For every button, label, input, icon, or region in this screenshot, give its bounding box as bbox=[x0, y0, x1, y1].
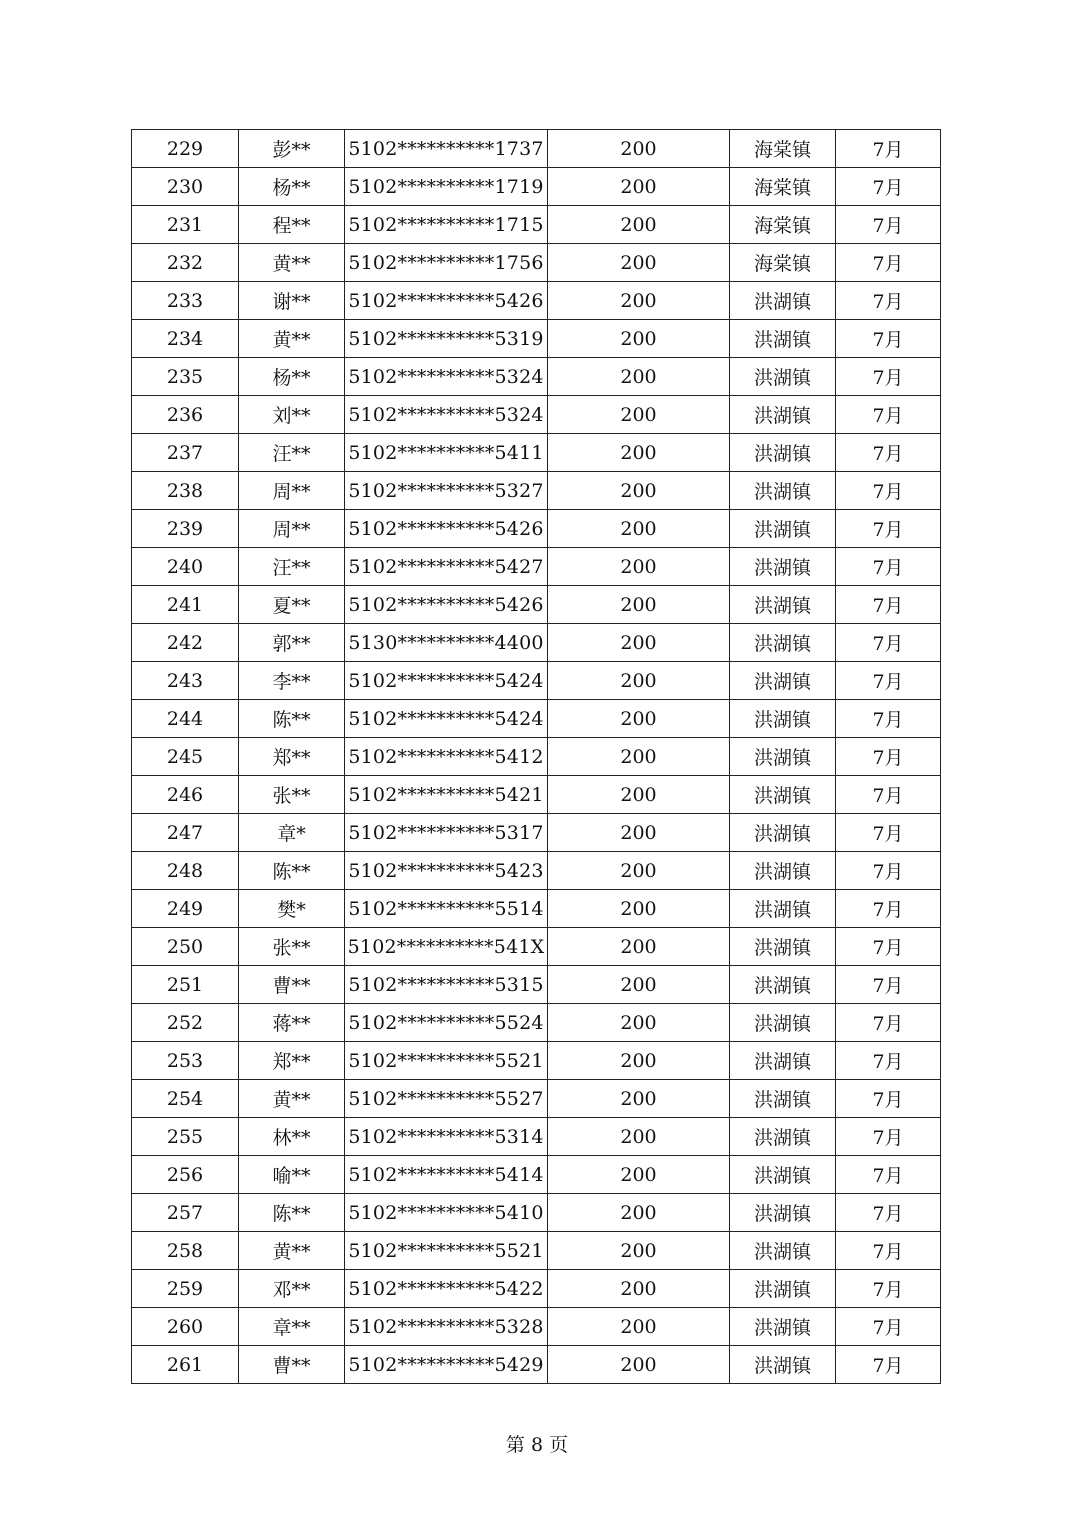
cell-name: 蒋** bbox=[239, 1004, 345, 1042]
cell-amount: 200 bbox=[548, 1346, 730, 1384]
cell-amount: 200 bbox=[548, 928, 730, 966]
cell-amount: 200 bbox=[548, 320, 730, 358]
cell-amount: 200 bbox=[548, 130, 730, 168]
cell-amount: 200 bbox=[548, 586, 730, 624]
cell-serial-number: 251 bbox=[132, 966, 239, 1004]
cell-amount: 200 bbox=[548, 776, 730, 814]
cell-id-number: 5102**********5324 bbox=[345, 358, 548, 396]
cell-name: 樊* bbox=[239, 890, 345, 928]
cell-name: 章* bbox=[239, 814, 345, 852]
table-row bbox=[132, 510, 941, 548]
table-row bbox=[132, 1156, 941, 1194]
cell-serial-number: 243 bbox=[132, 662, 239, 700]
cell-id-number: 5102**********5429 bbox=[345, 1346, 548, 1384]
cell-serial-number: 257 bbox=[132, 1194, 239, 1232]
cell-month: 7月 bbox=[836, 168, 941, 206]
cell-month: 7月 bbox=[836, 1270, 941, 1308]
table-row bbox=[132, 472, 941, 510]
cell-serial-number: 246 bbox=[132, 776, 239, 814]
cell-town: 海棠镇 bbox=[730, 168, 836, 206]
cell-town: 洪湖镇 bbox=[730, 1004, 836, 1042]
cell-amount: 200 bbox=[548, 1308, 730, 1346]
subsidy-table bbox=[131, 129, 941, 1384]
cell-amount: 200 bbox=[548, 1270, 730, 1308]
table-row bbox=[132, 1004, 941, 1042]
cell-town: 洪湖镇 bbox=[730, 966, 836, 1004]
cell-name: 汪** bbox=[239, 434, 345, 472]
table-row bbox=[132, 890, 941, 928]
cell-month: 7月 bbox=[836, 130, 941, 168]
cell-serial-number: 247 bbox=[132, 814, 239, 852]
cell-name: 彭** bbox=[239, 130, 345, 168]
table-row bbox=[132, 586, 941, 624]
cell-town: 洪湖镇 bbox=[730, 1156, 836, 1194]
cell-amount: 200 bbox=[548, 1232, 730, 1270]
cell-amount: 200 bbox=[548, 434, 730, 472]
cell-town: 洪湖镇 bbox=[730, 852, 836, 890]
cell-name: 陈** bbox=[239, 1194, 345, 1232]
cell-month: 7月 bbox=[836, 1118, 941, 1156]
cell-serial-number: 239 bbox=[132, 510, 239, 548]
cell-serial-number: 261 bbox=[132, 1346, 239, 1384]
cell-amount: 200 bbox=[548, 1080, 730, 1118]
cell-name: 程** bbox=[239, 206, 345, 244]
cell-name: 黄** bbox=[239, 1232, 345, 1270]
cell-amount: 200 bbox=[548, 700, 730, 738]
cell-month: 7月 bbox=[836, 700, 941, 738]
cell-town: 洪湖镇 bbox=[730, 662, 836, 700]
cell-town: 洪湖镇 bbox=[730, 586, 836, 624]
cell-id-number: 5130**********4400 bbox=[345, 624, 548, 662]
cell-amount: 200 bbox=[548, 168, 730, 206]
cell-town: 洪湖镇 bbox=[730, 548, 836, 586]
cell-id-number: 5102**********5427 bbox=[345, 548, 548, 586]
cell-month: 7月 bbox=[836, 928, 941, 966]
cell-id-number: 5102**********5317 bbox=[345, 814, 548, 852]
cell-serial-number: 241 bbox=[132, 586, 239, 624]
cell-serial-number: 256 bbox=[132, 1156, 239, 1194]
cell-town: 洪湖镇 bbox=[730, 814, 836, 852]
cell-month: 7月 bbox=[836, 662, 941, 700]
table-row bbox=[132, 206, 941, 244]
cell-name: 曹** bbox=[239, 1346, 345, 1384]
cell-amount: 200 bbox=[548, 1156, 730, 1194]
cell-month: 7月 bbox=[836, 738, 941, 776]
cell-serial-number: 236 bbox=[132, 396, 239, 434]
cell-id-number: 5102**********1737 bbox=[345, 130, 548, 168]
cell-serial-number: 259 bbox=[132, 1270, 239, 1308]
cell-name: 谢** bbox=[239, 282, 345, 320]
cell-id-number: 5102**********5521 bbox=[345, 1042, 548, 1080]
cell-id-number: 5102**********5426 bbox=[345, 510, 548, 548]
cell-name: 汪** bbox=[239, 548, 345, 586]
cell-id-number: 5102**********5424 bbox=[345, 662, 548, 700]
cell-town: 洪湖镇 bbox=[730, 320, 836, 358]
cell-serial-number: 244 bbox=[132, 700, 239, 738]
cell-month: 7月 bbox=[836, 1080, 941, 1118]
cell-name: 郑** bbox=[239, 738, 345, 776]
cell-amount: 200 bbox=[548, 662, 730, 700]
cell-id-number: 5102**********5426 bbox=[345, 282, 548, 320]
cell-town: 洪湖镇 bbox=[730, 776, 836, 814]
cell-id-number: 5102**********5314 bbox=[345, 1118, 548, 1156]
table-row bbox=[132, 852, 941, 890]
cell-town: 洪湖镇 bbox=[730, 1270, 836, 1308]
cell-name: 张** bbox=[239, 928, 345, 966]
cell-name: 陈** bbox=[239, 852, 345, 890]
cell-amount: 200 bbox=[548, 1004, 730, 1042]
cell-month: 7月 bbox=[836, 358, 941, 396]
cell-month: 7月 bbox=[836, 244, 941, 282]
cell-id-number: 5102**********5328 bbox=[345, 1308, 548, 1346]
cell-name: 杨** bbox=[239, 358, 345, 396]
cell-month: 7月 bbox=[836, 852, 941, 890]
cell-id-number: 5102**********5424 bbox=[345, 700, 548, 738]
cell-id-number: 5102**********5524 bbox=[345, 1004, 548, 1042]
cell-id-number: 5102**********5527 bbox=[345, 1080, 548, 1118]
table-row bbox=[132, 814, 941, 852]
cell-town: 海棠镇 bbox=[730, 206, 836, 244]
cell-name: 黄** bbox=[239, 244, 345, 282]
cell-serial-number: 260 bbox=[132, 1308, 239, 1346]
cell-id-number: 5102**********5319 bbox=[345, 320, 548, 358]
cell-month: 7月 bbox=[836, 1308, 941, 1346]
cell-name: 林** bbox=[239, 1118, 345, 1156]
cell-name: 邓** bbox=[239, 1270, 345, 1308]
cell-month: 7月 bbox=[836, 548, 941, 586]
cell-month: 7月 bbox=[836, 966, 941, 1004]
cell-town: 洪湖镇 bbox=[730, 1080, 836, 1118]
cell-amount: 200 bbox=[548, 1118, 730, 1156]
cell-amount: 200 bbox=[548, 1042, 730, 1080]
cell-id-number: 5102**********5426 bbox=[345, 586, 548, 624]
cell-name: 黄** bbox=[239, 1080, 345, 1118]
cell-serial-number: 249 bbox=[132, 890, 239, 928]
cell-serial-number: 235 bbox=[132, 358, 239, 396]
cell-amount: 200 bbox=[548, 510, 730, 548]
cell-name: 章** bbox=[239, 1308, 345, 1346]
cell-id-number: 5102**********5423 bbox=[345, 852, 548, 890]
cell-name: 周** bbox=[239, 510, 345, 548]
cell-serial-number: 253 bbox=[132, 1042, 239, 1080]
cell-amount: 200 bbox=[548, 396, 730, 434]
cell-name: 张** bbox=[239, 776, 345, 814]
table-row bbox=[132, 358, 941, 396]
cell-name: 杨** bbox=[239, 168, 345, 206]
cell-serial-number: 248 bbox=[132, 852, 239, 890]
table-row bbox=[132, 738, 941, 776]
cell-town: 洪湖镇 bbox=[730, 1308, 836, 1346]
cell-amount: 200 bbox=[548, 472, 730, 510]
table-row bbox=[132, 244, 941, 282]
cell-id-number: 5102**********5324 bbox=[345, 396, 548, 434]
cell-month: 7月 bbox=[836, 624, 941, 662]
table-row bbox=[132, 130, 941, 168]
cell-name: 夏** bbox=[239, 586, 345, 624]
cell-town: 洪湖镇 bbox=[730, 1042, 836, 1080]
cell-name: 黄** bbox=[239, 320, 345, 358]
cell-amount: 200 bbox=[548, 852, 730, 890]
cell-month: 7月 bbox=[836, 396, 941, 434]
cell-name: 郭** bbox=[239, 624, 345, 662]
cell-id-number: 5102**********5414 bbox=[345, 1156, 548, 1194]
table-row bbox=[132, 548, 941, 586]
cell-id-number: 5102**********5411 bbox=[345, 434, 548, 472]
cell-serial-number: 229 bbox=[132, 130, 239, 168]
cell-serial-number: 237 bbox=[132, 434, 239, 472]
cell-town: 洪湖镇 bbox=[730, 472, 836, 510]
cell-amount: 200 bbox=[548, 282, 730, 320]
cell-serial-number: 254 bbox=[132, 1080, 239, 1118]
cell-month: 7月 bbox=[836, 1156, 941, 1194]
table-row bbox=[132, 1118, 941, 1156]
cell-town: 洪湖镇 bbox=[730, 1346, 836, 1384]
cell-amount: 200 bbox=[548, 358, 730, 396]
cell-town: 洪湖镇 bbox=[730, 928, 836, 966]
cell-town: 洪湖镇 bbox=[730, 1232, 836, 1270]
cell-serial-number: 258 bbox=[132, 1232, 239, 1270]
cell-town: 洪湖镇 bbox=[730, 434, 836, 472]
table-row bbox=[132, 700, 941, 738]
table-row bbox=[132, 1194, 941, 1232]
table-row bbox=[132, 662, 941, 700]
cell-name: 周** bbox=[239, 472, 345, 510]
cell-town: 洪湖镇 bbox=[730, 890, 836, 928]
table-row bbox=[132, 1308, 941, 1346]
cell-amount: 200 bbox=[548, 814, 730, 852]
cell-serial-number: 242 bbox=[132, 624, 239, 662]
cell-amount: 200 bbox=[548, 244, 730, 282]
cell-serial-number: 252 bbox=[132, 1004, 239, 1042]
cell-id-number: 5102**********5315 bbox=[345, 966, 548, 1004]
cell-town: 洪湖镇 bbox=[730, 396, 836, 434]
cell-month: 7月 bbox=[836, 510, 941, 548]
cell-id-number: 5102**********5412 bbox=[345, 738, 548, 776]
table-row bbox=[132, 1232, 941, 1270]
cell-name: 曹** bbox=[239, 966, 345, 1004]
cell-name: 郑** bbox=[239, 1042, 345, 1080]
cell-month: 7月 bbox=[836, 1004, 941, 1042]
cell-amount: 200 bbox=[548, 1194, 730, 1232]
table-row bbox=[132, 396, 941, 434]
cell-town: 洪湖镇 bbox=[730, 358, 836, 396]
cell-serial-number: 250 bbox=[132, 928, 239, 966]
table-row bbox=[132, 1080, 941, 1118]
table-row bbox=[132, 776, 941, 814]
cell-name: 喻** bbox=[239, 1156, 345, 1194]
cell-serial-number: 230 bbox=[132, 168, 239, 206]
table-body bbox=[132, 130, 941, 1384]
cell-serial-number: 232 bbox=[132, 244, 239, 282]
cell-month: 7月 bbox=[836, 814, 941, 852]
cell-month: 7月 bbox=[836, 776, 941, 814]
table-row bbox=[132, 928, 941, 966]
cell-month: 7月 bbox=[836, 1346, 941, 1384]
cell-month: 7月 bbox=[836, 1232, 941, 1270]
cell-amount: 200 bbox=[548, 206, 730, 244]
cell-serial-number: 231 bbox=[132, 206, 239, 244]
cell-town: 海棠镇 bbox=[730, 130, 836, 168]
cell-month: 7月 bbox=[836, 206, 941, 244]
cell-amount: 200 bbox=[548, 738, 730, 776]
cell-month: 7月 bbox=[836, 282, 941, 320]
cell-id-number: 5102**********1719 bbox=[345, 168, 548, 206]
cell-id-number: 5102**********5327 bbox=[345, 472, 548, 510]
cell-town: 洪湖镇 bbox=[730, 738, 836, 776]
table-row bbox=[132, 282, 941, 320]
table-row bbox=[132, 1270, 941, 1308]
cell-town: 洪湖镇 bbox=[730, 700, 836, 738]
cell-id-number: 5102**********5422 bbox=[345, 1270, 548, 1308]
cell-town: 洪湖镇 bbox=[730, 510, 836, 548]
cell-serial-number: 255 bbox=[132, 1118, 239, 1156]
cell-month: 7月 bbox=[836, 586, 941, 624]
cell-month: 7月 bbox=[836, 890, 941, 928]
table-row bbox=[132, 1042, 941, 1080]
cell-town: 洪湖镇 bbox=[730, 1118, 836, 1156]
cell-id-number: 5102**********5521 bbox=[345, 1232, 548, 1270]
cell-id-number: 5102**********541X bbox=[345, 928, 548, 966]
cell-amount: 200 bbox=[548, 548, 730, 586]
cell-name: 李** bbox=[239, 662, 345, 700]
cell-id-number: 5102**********5421 bbox=[345, 776, 548, 814]
cell-id-number: 5102**********1715 bbox=[345, 206, 548, 244]
cell-serial-number: 233 bbox=[132, 282, 239, 320]
cell-month: 7月 bbox=[836, 320, 941, 358]
cell-id-number: 5102**********5514 bbox=[345, 890, 548, 928]
cell-town: 洪湖镇 bbox=[730, 1194, 836, 1232]
cell-amount: 200 bbox=[548, 966, 730, 1004]
cell-amount: 200 bbox=[548, 890, 730, 928]
page-number: 第 8 页 bbox=[505, 1434, 569, 1456]
cell-name: 刘** bbox=[239, 396, 345, 434]
cell-serial-number: 234 bbox=[132, 320, 239, 358]
table-row bbox=[132, 168, 941, 206]
cell-id-number: 5102**********1756 bbox=[345, 244, 548, 282]
cell-town: 海棠镇 bbox=[730, 244, 836, 282]
table-row bbox=[132, 1346, 941, 1384]
cell-serial-number: 238 bbox=[132, 472, 239, 510]
cell-town: 洪湖镇 bbox=[730, 282, 836, 320]
cell-id-number: 5102**********5410 bbox=[345, 1194, 548, 1232]
cell-month: 7月 bbox=[836, 472, 941, 510]
table-row bbox=[132, 966, 941, 1004]
cell-serial-number: 245 bbox=[132, 738, 239, 776]
cell-month: 7月 bbox=[836, 1042, 941, 1080]
cell-month: 7月 bbox=[836, 1194, 941, 1232]
table-row bbox=[132, 624, 941, 662]
cell-name: 陈** bbox=[239, 700, 345, 738]
cell-serial-number: 240 bbox=[132, 548, 239, 586]
table-row bbox=[132, 434, 941, 472]
cell-amount: 200 bbox=[548, 624, 730, 662]
cell-town: 洪湖镇 bbox=[730, 624, 836, 662]
table-row bbox=[132, 320, 941, 358]
cell-month: 7月 bbox=[836, 434, 941, 472]
